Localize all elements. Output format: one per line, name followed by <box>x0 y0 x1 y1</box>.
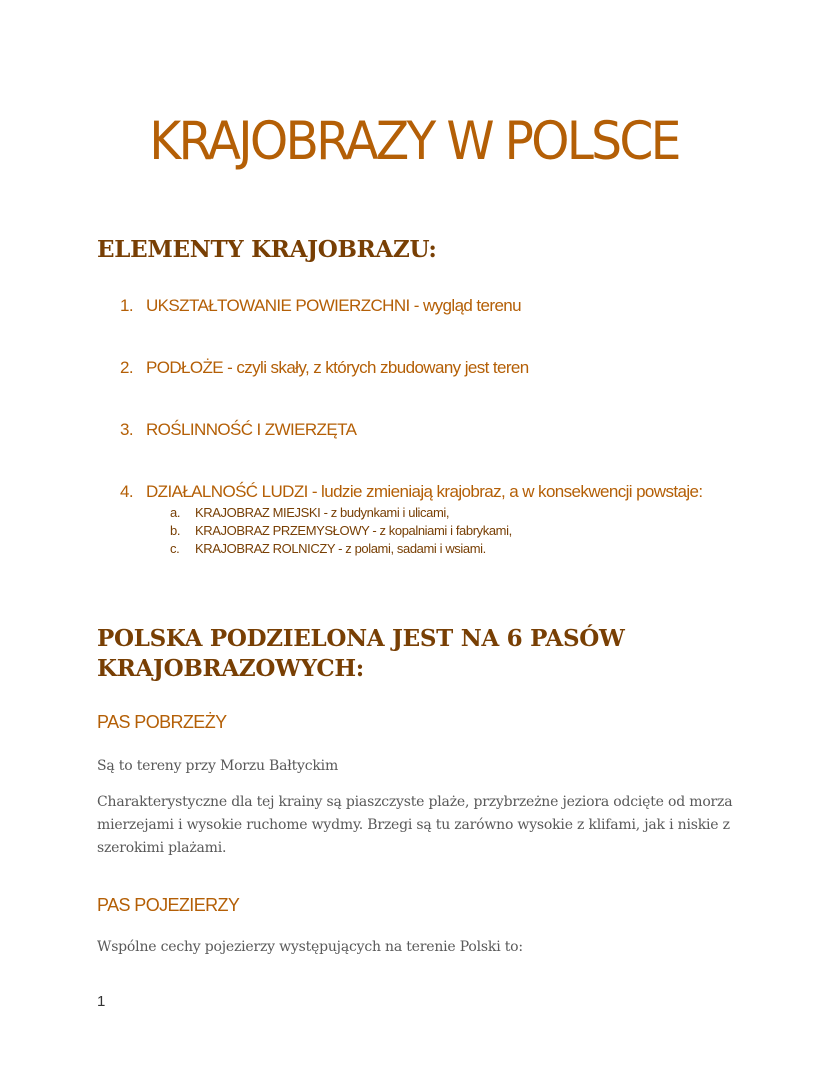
section-heading-pasy: POLSKA PODZIELONA JEST NA 6 PASÓW KRAJOBRAZOWYCH: <box>97 625 625 682</box>
paragraph: Charakterystyczne dla tej krainy są piaszczyste plaże, przybrzeżne jeziora odcięte od morza mierzejami i wysokie ruchome wydmy. Brzegi są tu zarówno wysokie z klifami, jak i niskie z szerokimi plażami. <box>97 794 733 856</box>
section-heading-elements: ELEMENTY KRAJOBRAZU: <box>97 236 437 263</box>
list-item-text: ROŚLINNOŚĆ I ZWIERZĘTA <box>146 420 357 439</box>
sub-list-item <box>170 504 512 522</box>
sub-list-item <box>170 522 512 540</box>
list-item <box>120 420 356 440</box>
list-item-text: PODŁOŻE - czyli skały, z których zbudowany jest teren <box>146 358 529 377</box>
list-item-number: 2. <box>120 358 133 377</box>
sub-list-letter: c. <box>170 541 180 556</box>
page-number: 1 <box>97 993 106 1010</box>
sub-list-text: KRAJOBRAZ MIEJSKI - z budynkami i ulicami, <box>195 505 450 520</box>
list-item-number: 3. <box>120 420 133 439</box>
list-item <box>120 296 521 316</box>
paragraph: Wspólne cechy pojezierzy występujących na terenie Polski to: <box>97 939 523 955</box>
paragraph: Są to tereny przy Morzu Bałtyckim <box>97 758 339 774</box>
sub-list-letter: a. <box>170 505 181 520</box>
document-title: KRAJOBRAZY W POLSCE <box>149 111 679 172</box>
sub-list-text: KRAJOBRAZ ROLNICZY - z polami, sadami i wsiami. <box>195 541 486 556</box>
list-item-text: UKSZTAŁTOWANIE POWIERZCHNI - wygląd terenu <box>146 296 522 315</box>
list-item-text: DZIAŁALNOŚĆ LUDZI - ludzie zmieniają krajobraz, a w konsekwencji powstaje: <box>146 482 703 501</box>
subheading-pobrzeze: PAS POBRZEŻY <box>97 712 227 732</box>
sub-list <box>170 504 512 558</box>
sub-list-text: KRAJOBRAZ PRZEMYSŁOWY - z kopalniami i fabrykami, <box>195 523 512 538</box>
list-item-number: 4. <box>120 482 133 501</box>
sub-list-item <box>170 540 512 558</box>
subheading-pojezierzy: PAS POJEZIERZY <box>97 895 240 915</box>
sub-list-letter: b. <box>170 523 181 538</box>
list-item <box>120 358 529 378</box>
list-item <box>120 482 703 556</box>
list-item-number: 1. <box>120 296 133 315</box>
